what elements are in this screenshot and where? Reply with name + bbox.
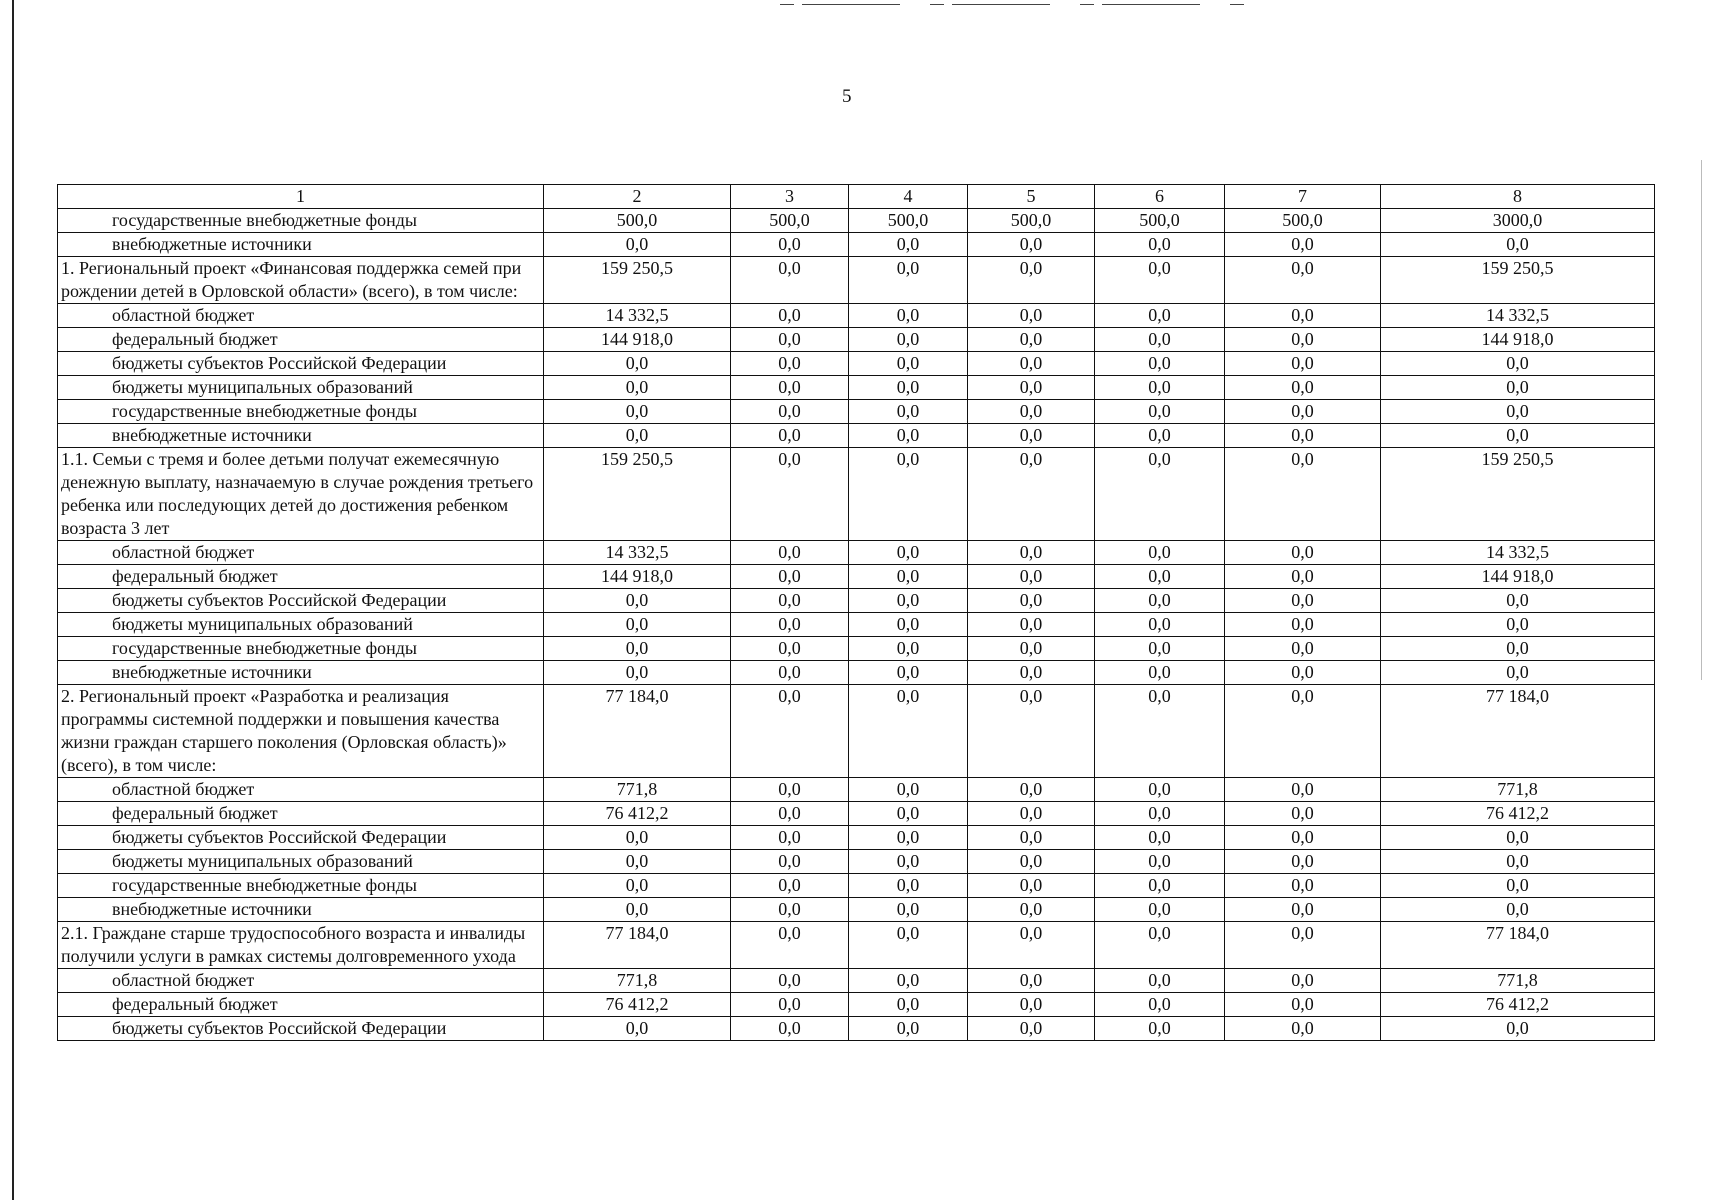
value-cell: 0,0: [849, 661, 968, 685]
table-row: [58, 637, 1655, 661]
value-cell: 0,0: [731, 826, 849, 850]
value-cell: 76 412,2: [1381, 802, 1655, 826]
value-cell: 0,0: [544, 400, 731, 424]
value-cell: 0,0: [849, 424, 968, 448]
value-cell: 159 250,5: [1381, 257, 1655, 304]
value-cell: 771,8: [544, 778, 731, 802]
value-cell: 0,0: [849, 565, 968, 589]
value-cell: 500,0: [849, 209, 968, 233]
value-cell: 0,0: [544, 233, 731, 257]
value-cell: 0,0: [731, 565, 849, 589]
value-cell: 0,0: [731, 969, 849, 993]
value-cell: 0,0: [849, 448, 968, 541]
value-cell: 0,0: [731, 993, 849, 1017]
value-cell: 77 184,0: [1381, 685, 1655, 778]
value-cell: 0,0: [731, 328, 849, 352]
value-cell: 0,0: [1381, 874, 1655, 898]
value-cell: 0,0: [849, 352, 968, 376]
value-cell: 0,0: [1225, 233, 1381, 257]
table-row: [58, 400, 1655, 424]
row-label: 2.1. Граждане старше трудоспособного возраста и инвалиды получили услуги в рамках системы долговременного ухода: [58, 922, 544, 969]
header-cell: 1: [58, 185, 544, 209]
table-row: [58, 685, 1655, 778]
table-row: [58, 802, 1655, 826]
value-cell: 0,0: [544, 874, 731, 898]
value-cell: 0,0: [731, 304, 849, 328]
value-cell: 77 184,0: [544, 685, 731, 778]
value-cell: 0,0: [1095, 233, 1225, 257]
value-cell: 0,0: [1225, 637, 1381, 661]
value-cell: 0,0: [849, 993, 968, 1017]
value-cell: 0,0: [1225, 257, 1381, 304]
value-cell: 0,0: [731, 257, 849, 304]
value-cell: 0,0: [731, 874, 849, 898]
value-cell: 0,0: [731, 778, 849, 802]
value-cell: 159 250,5: [544, 257, 731, 304]
value-cell: 0,0: [1225, 328, 1381, 352]
value-cell: 0,0: [968, 685, 1095, 778]
table-row: [58, 424, 1655, 448]
row-label: государственные внебюджетные фонды: [58, 400, 544, 424]
value-cell: 0,0: [968, 993, 1095, 1017]
value-cell: 0,0: [1095, 993, 1225, 1017]
value-cell: 500,0: [731, 209, 849, 233]
value-cell: 0,0: [1225, 565, 1381, 589]
value-cell: 771,8: [1381, 969, 1655, 993]
table-row: [58, 826, 1655, 850]
value-cell: 144 918,0: [1381, 328, 1655, 352]
value-cell: 0,0: [1095, 969, 1225, 993]
value-cell: 0,0: [849, 328, 968, 352]
value-cell: 144 918,0: [544, 328, 731, 352]
value-cell: 0,0: [1095, 778, 1225, 802]
value-cell: 76 412,2: [1381, 993, 1655, 1017]
value-cell: 0,0: [544, 898, 731, 922]
value-cell: 0,0: [968, 233, 1095, 257]
table-row: [58, 376, 1655, 400]
table-row: [58, 233, 1655, 257]
value-cell: 159 250,5: [544, 448, 731, 541]
row-label: областной бюджет: [58, 541, 544, 565]
value-cell: 0,0: [1225, 661, 1381, 685]
value-cell: 0,0: [544, 376, 731, 400]
table-row: [58, 850, 1655, 874]
value-cell: 0,0: [849, 1017, 968, 1041]
value-cell: 0,0: [849, 969, 968, 993]
value-cell: 0,0: [968, 448, 1095, 541]
value-cell: 0,0: [731, 541, 849, 565]
table-header-row: [58, 185, 1655, 209]
value-cell: 0,0: [1095, 565, 1225, 589]
row-label: областной бюджет: [58, 778, 544, 802]
value-cell: 0,0: [1095, 922, 1225, 969]
value-cell: 0,0: [1095, 826, 1225, 850]
value-cell: 500,0: [1225, 209, 1381, 233]
value-cell: 0,0: [731, 637, 849, 661]
value-cell: 0,0: [1225, 424, 1381, 448]
table-row: [58, 589, 1655, 613]
value-cell: 0,0: [1225, 541, 1381, 565]
value-cell: 0,0: [968, 969, 1095, 993]
row-label: внебюджетные источники: [58, 424, 544, 448]
value-cell: 14 332,5: [544, 304, 731, 328]
value-cell: 0,0: [544, 352, 731, 376]
table-row: [58, 1017, 1655, 1041]
table-row: [58, 898, 1655, 922]
row-label: государственные внебюджетные фонды: [58, 209, 544, 233]
value-cell: 0,0: [968, 1017, 1095, 1041]
header-cell: 7: [1225, 185, 1381, 209]
value-cell: 0,0: [731, 424, 849, 448]
row-label: 1.1. Семьи с тремя и более детьми получат ежемесячную денежную выплату, назначаемую в случае рождения третьего ребенка или последующих детей до достижения ребенком возраста 3 лет: [58, 448, 544, 541]
table-row: [58, 874, 1655, 898]
value-cell: 0,0: [849, 778, 968, 802]
value-cell: 0,0: [1381, 850, 1655, 874]
value-cell: 771,8: [544, 969, 731, 993]
value-cell: 0,0: [1225, 685, 1381, 778]
table-row: [58, 565, 1655, 589]
page-number: 5: [842, 86, 852, 107]
row-label: бюджеты муниципальных образований: [58, 850, 544, 874]
table-row: [58, 209, 1655, 233]
value-cell: 0,0: [1225, 778, 1381, 802]
row-label: бюджеты субъектов Российской Федерации: [58, 352, 544, 376]
value-cell: 0,0: [968, 352, 1095, 376]
value-cell: 0,0: [1225, 376, 1381, 400]
value-cell: 0,0: [1095, 898, 1225, 922]
header-cell: 3: [731, 185, 849, 209]
row-label: бюджеты муниципальных образований: [58, 613, 544, 637]
table-row: [58, 541, 1655, 565]
row-label: бюджеты субъектов Российской Федерации: [58, 826, 544, 850]
value-cell: 500,0: [544, 209, 731, 233]
value-cell: 0,0: [731, 233, 849, 257]
header-cell: 8: [1381, 185, 1655, 209]
table-row: [58, 993, 1655, 1017]
value-cell: 0,0: [1225, 400, 1381, 424]
row-label: федеральный бюджет: [58, 993, 544, 1017]
value-cell: 0,0: [968, 850, 1095, 874]
value-cell: 0,0: [849, 541, 968, 565]
value-cell: 0,0: [968, 613, 1095, 637]
value-cell: 0,0: [544, 589, 731, 613]
row-label: федеральный бюджет: [58, 565, 544, 589]
table-row: [58, 613, 1655, 637]
value-cell: 0,0: [849, 922, 968, 969]
value-cell: 0,0: [731, 376, 849, 400]
value-cell: 0,0: [544, 1017, 731, 1041]
value-cell: 0,0: [731, 685, 849, 778]
row-label: внебюджетные источники: [58, 233, 544, 257]
value-cell: 14 332,5: [1381, 304, 1655, 328]
value-cell: 159 250,5: [1381, 448, 1655, 541]
value-cell: 500,0: [968, 209, 1095, 233]
value-cell: 0,0: [968, 802, 1095, 826]
value-cell: 0,0: [1225, 589, 1381, 613]
value-cell: 144 918,0: [544, 565, 731, 589]
value-cell: 0,0: [1225, 304, 1381, 328]
value-cell: 0,0: [968, 565, 1095, 589]
value-cell: 0,0: [968, 589, 1095, 613]
scan-border-left: [12, 0, 14, 1200]
value-cell: 0,0: [1095, 637, 1225, 661]
value-cell: 0,0: [1095, 874, 1225, 898]
row-label: государственные внебюджетные фонды: [58, 874, 544, 898]
value-cell: 0,0: [968, 922, 1095, 969]
row-label: бюджеты муниципальных образований: [58, 376, 544, 400]
value-cell: 0,0: [1381, 1017, 1655, 1041]
value-cell: 0,0: [1381, 400, 1655, 424]
value-cell: 0,0: [1095, 376, 1225, 400]
value-cell: 0,0: [731, 589, 849, 613]
value-cell: 0,0: [968, 541, 1095, 565]
value-cell: 0,0: [1381, 661, 1655, 685]
value-cell: 0,0: [968, 778, 1095, 802]
row-label: федеральный бюджет: [58, 802, 544, 826]
value-cell: 0,0: [849, 304, 968, 328]
value-cell: 0,0: [1381, 826, 1655, 850]
value-cell: 0,0: [1381, 376, 1655, 400]
value-cell: 0,0: [1225, 922, 1381, 969]
value-cell: 14 332,5: [544, 541, 731, 565]
value-cell: 0,0: [849, 826, 968, 850]
value-cell: 0,0: [731, 448, 849, 541]
value-cell: 0,0: [731, 352, 849, 376]
table-row: [58, 922, 1655, 969]
value-cell: 0,0: [731, 802, 849, 826]
value-cell: 0,0: [1381, 233, 1655, 257]
row-label: областной бюджет: [58, 304, 544, 328]
value-cell: 0,0: [968, 257, 1095, 304]
value-cell: 0,0: [1095, 802, 1225, 826]
value-cell: 144 918,0: [1381, 565, 1655, 589]
value-cell: 0,0: [849, 802, 968, 826]
value-cell: 0,0: [1381, 352, 1655, 376]
budget-table: [57, 184, 1655, 1041]
value-cell: 0,0: [1225, 850, 1381, 874]
value-cell: 0,0: [1225, 802, 1381, 826]
value-cell: 0,0: [968, 376, 1095, 400]
value-cell: 0,0: [968, 826, 1095, 850]
value-cell: 0,0: [849, 613, 968, 637]
value-cell: 0,0: [1225, 898, 1381, 922]
value-cell: 0,0: [1225, 969, 1381, 993]
value-cell: 0,0: [1095, 685, 1225, 778]
value-cell: 0,0: [731, 898, 849, 922]
row-label: 2. Региональный проект «Разработка и реализация программы системной поддержки и повышения качества жизни граждан старшего поколения (Орловская область)» (всего), в том числе:: [58, 685, 544, 778]
value-cell: 0,0: [544, 826, 731, 850]
value-cell: 771,8: [1381, 778, 1655, 802]
value-cell: 0,0: [544, 613, 731, 637]
value-cell: 0,0: [1381, 613, 1655, 637]
value-cell: 0,0: [1225, 993, 1381, 1017]
table-row: [58, 448, 1655, 541]
value-cell: 0,0: [1095, 328, 1225, 352]
value-cell: 0,0: [544, 424, 731, 448]
value-cell: 500,0: [1095, 209, 1225, 233]
table-row: [58, 257, 1655, 304]
value-cell: 0,0: [1225, 448, 1381, 541]
value-cell: 3000,0: [1381, 209, 1655, 233]
value-cell: 0,0: [968, 424, 1095, 448]
value-cell: 0,0: [1095, 850, 1225, 874]
table-row: [58, 328, 1655, 352]
table-body: [58, 185, 1655, 1041]
value-cell: 0,0: [849, 589, 968, 613]
value-cell: 0,0: [849, 874, 968, 898]
value-cell: 0,0: [1225, 352, 1381, 376]
value-cell: 0,0: [849, 400, 968, 424]
table-row: [58, 969, 1655, 993]
value-cell: 0,0: [1095, 424, 1225, 448]
value-cell: 0,0: [968, 304, 1095, 328]
value-cell: 0,0: [1225, 826, 1381, 850]
table-row: [58, 304, 1655, 328]
value-cell: 0,0: [849, 850, 968, 874]
header-cell: 6: [1095, 185, 1225, 209]
value-cell: 0,0: [968, 400, 1095, 424]
row-label: внебюджетные источники: [58, 661, 544, 685]
value-cell: 77 184,0: [1381, 922, 1655, 969]
value-cell: 0,0: [544, 661, 731, 685]
value-cell: 0,0: [1095, 589, 1225, 613]
value-cell: 0,0: [849, 376, 968, 400]
value-cell: 0,0: [968, 328, 1095, 352]
value-cell: 0,0: [849, 898, 968, 922]
value-cell: 0,0: [731, 661, 849, 685]
row-label: внебюджетные источники: [58, 898, 544, 922]
value-cell: 0,0: [1095, 1017, 1225, 1041]
value-cell: 0,0: [1225, 613, 1381, 637]
header-cell: 5: [968, 185, 1095, 209]
row-label: 1. Региональный проект «Финансовая поддержка семей при рождении детей в Орловской области» (всего), в том числе:: [58, 257, 544, 304]
value-cell: 77 184,0: [544, 922, 731, 969]
row-label: областной бюджет: [58, 969, 544, 993]
value-cell: 0,0: [1381, 637, 1655, 661]
value-cell: 0,0: [968, 637, 1095, 661]
value-cell: 0,0: [731, 400, 849, 424]
value-cell: 0,0: [731, 850, 849, 874]
table-row: [58, 778, 1655, 802]
value-cell: 0,0: [1225, 1017, 1381, 1041]
value-cell: 0,0: [849, 685, 968, 778]
value-cell: 0,0: [1095, 257, 1225, 304]
row-label: бюджеты субъектов Российской Федерации: [58, 1017, 544, 1041]
value-cell: 0,0: [849, 637, 968, 661]
value-cell: 0,0: [849, 233, 968, 257]
value-cell: 0,0: [1095, 613, 1225, 637]
value-cell: 0,0: [731, 613, 849, 637]
row-label: бюджеты субъектов Российской Федерации: [58, 589, 544, 613]
table-row: [58, 661, 1655, 685]
value-cell: 0,0: [1095, 400, 1225, 424]
row-label: государственные внебюджетные фонды: [58, 637, 544, 661]
value-cell: 0,0: [1225, 874, 1381, 898]
value-cell: 0,0: [968, 898, 1095, 922]
value-cell: 0,0: [544, 637, 731, 661]
value-cell: 0,0: [731, 1017, 849, 1041]
value-cell: 0,0: [968, 661, 1095, 685]
table-row: [58, 352, 1655, 376]
value-cell: 0,0: [849, 257, 968, 304]
value-cell: 0,0: [1095, 541, 1225, 565]
header-cell: 2: [544, 185, 731, 209]
scan-border-top: [780, 4, 1250, 5]
value-cell: 0,0: [1381, 589, 1655, 613]
value-cell: 0,0: [544, 850, 731, 874]
value-cell: 0,0: [1381, 424, 1655, 448]
value-cell: 0,0: [1095, 352, 1225, 376]
value-cell: 76 412,2: [544, 993, 731, 1017]
value-cell: 0,0: [968, 874, 1095, 898]
value-cell: 0,0: [1381, 898, 1655, 922]
value-cell: 0,0: [731, 922, 849, 969]
value-cell: 0,0: [1095, 304, 1225, 328]
header-cell: 4: [849, 185, 968, 209]
value-cell: 76 412,2: [544, 802, 731, 826]
value-cell: 0,0: [1095, 661, 1225, 685]
value-cell: 0,0: [1095, 448, 1225, 541]
value-cell: 14 332,5: [1381, 541, 1655, 565]
row-label: федеральный бюджет: [58, 328, 544, 352]
scan-border-right: [1701, 160, 1702, 680]
